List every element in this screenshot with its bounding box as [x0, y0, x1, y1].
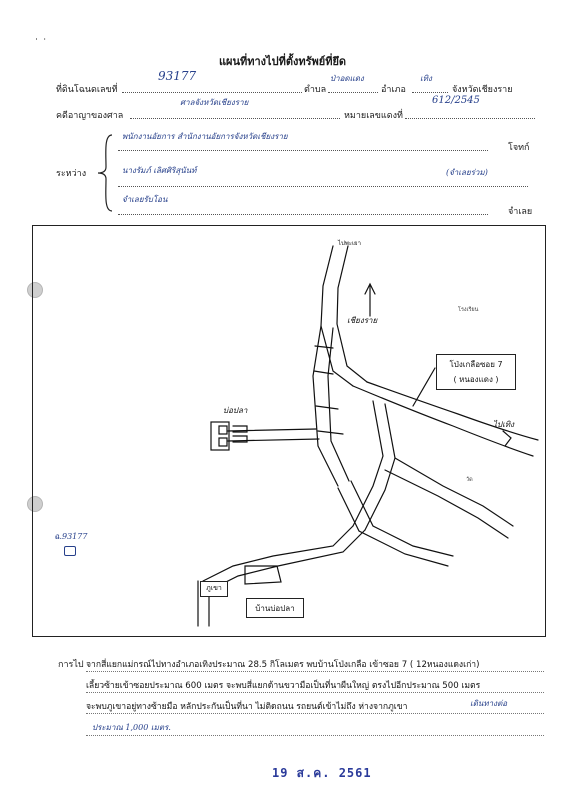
tambon-label: ตำบล: [304, 85, 327, 95]
red-no-value: 612/2545: [432, 95, 480, 106]
plaintiff-value: พนักงานอัยการ สำนักงานอัยการจังหวัดเชียงราย: [122, 132, 288, 141]
map-label-north: เชียงราย: [347, 316, 378, 325]
second-value: จำเลยรับโอน: [122, 195, 168, 204]
directions-label: การไป: [58, 660, 84, 670]
map-label-temple: วัด: [466, 477, 473, 483]
plaintiff-label: โจทก์: [508, 143, 530, 153]
directions-line-4: ประมาณ 1,000 เมตร.: [92, 723, 171, 732]
directions-underline-4: [86, 734, 544, 736]
deed-label: ที่ดินโฉนดเลขที่: [56, 85, 118, 95]
map-label-right-road: ไปเทิง: [493, 420, 515, 429]
map-label-nongdaeng: ( หนองแดง ): [453, 375, 499, 384]
map-label-top-road: ไปพะเยา: [338, 240, 361, 247]
directions-underline-3: [86, 712, 544, 714]
between-label: ระหว่าง: [56, 169, 87, 179]
directions-line-2: เลี้ยวซ้ายเข้าซอยประมาณ 600 เมตร จะพบสี่แยกด้านขวามือเป็นที่นาผืนใหญ่ ตรงไปอีกประมาณ 500 เมตร: [86, 681, 481, 691]
directions-line-1: จากสี่แยกแม่กรณ์ไปทางอำเภอเทิงประมาณ 28.5 กิโลเมตร พบบ้านโป่งเกลือ เข้าซอย 7 ( 12หนองแดงเก่า): [86, 660, 480, 670]
page-title: แผนที่ทางไปที่ตั้งทรัพย์ที่ยึด: [218, 55, 347, 68]
amphoe-label: อำเภอ: [381, 85, 406, 95]
map-label-school: โรงเรียน: [458, 307, 479, 313]
defendant-value: นางรัมภ์ เลิศศิริสุนันท์: [122, 166, 197, 175]
date-stamp: 19 ส.ค. 2561: [272, 766, 372, 780]
map-label-pongkluea-box: [436, 354, 516, 390]
province-label: จังหวัดเชียงราย: [452, 85, 513, 95]
red-no-label: หมายเลขแดงที่: [344, 111, 403, 121]
defendant-label: จำเลย: [508, 207, 533, 217]
map-label-village-box: [246, 598, 304, 618]
party-brace: [96, 133, 116, 213]
amphoe-value: เทิง: [420, 74, 432, 83]
side-note-scribble: [64, 546, 76, 556]
deed-dotline: [122, 82, 302, 93]
court-dotline: [130, 108, 340, 119]
directions-underline-1: [86, 670, 544, 672]
side-note: ฉ.93177: [54, 532, 88, 541]
map-drawing: [33, 226, 545, 636]
map-label-hill: ภูเขา: [206, 584, 222, 592]
red-no-dotline: [405, 108, 535, 119]
defendant-note: (จำเลยร่วม): [446, 168, 488, 177]
second-dotline: [118, 204, 488, 215]
directions-line-3: จะพบภูเขาอยู่ทางซ้ายมือ หลักประกันเป็นที่นา ไม่ติดถนน รถยนต์เข้าไม่ถึง ห่างจากภูเขา: [86, 702, 408, 712]
tambon-value: ป่าอดแดง: [330, 74, 364, 83]
map-label-hill-box: [200, 581, 228, 597]
corner-mark: ˙ ˙: [34, 38, 48, 49]
case-label: คดีอาญาของศาล: [56, 111, 124, 121]
directions-underline-2: [86, 691, 544, 693]
map-label-pongkluea: โป่งเกลือซอย 7: [449, 360, 503, 369]
directions-handwritten-tail: เดินทางต่อ: [470, 699, 508, 708]
court-value: ศาลจังหวัดเชียงราย: [180, 98, 249, 107]
map-label-fishpond: บ่อปลา: [223, 406, 248, 415]
map-label-village: บ้านบ่อปลา: [255, 604, 295, 613]
deed-number: 93177: [158, 69, 197, 83]
map-frame: [32, 225, 546, 637]
